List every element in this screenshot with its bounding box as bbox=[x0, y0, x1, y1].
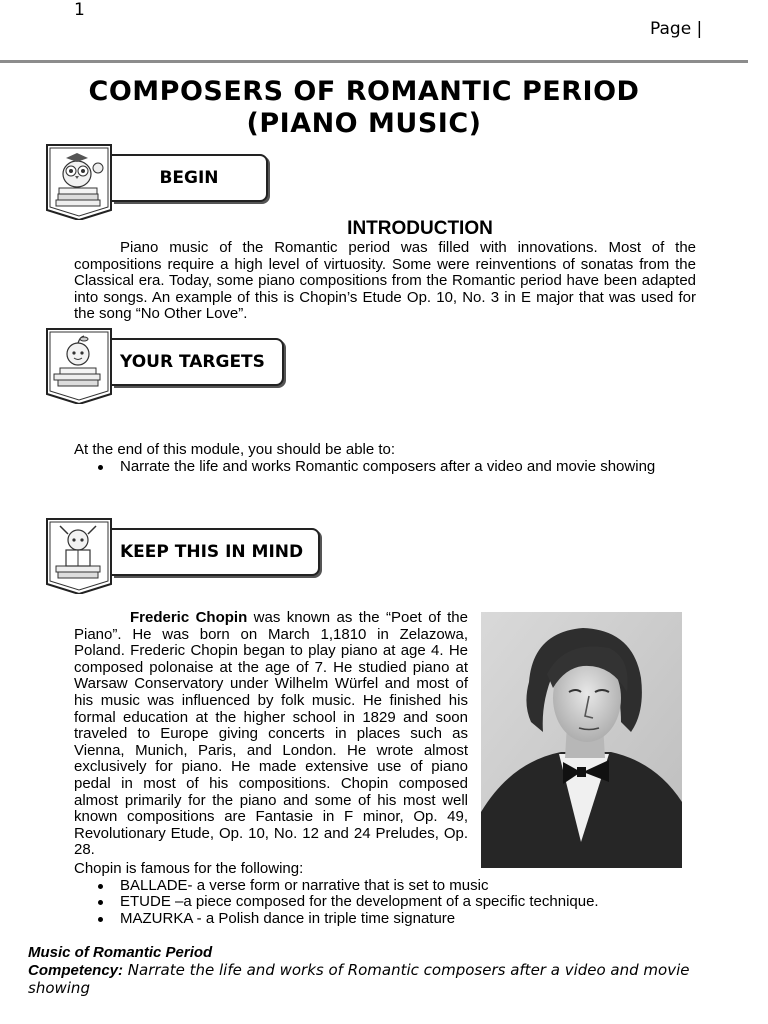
targets-label bbox=[112, 338, 284, 386]
introduction-heading: INTRODUCTION bbox=[347, 218, 493, 239]
reading-child-icon bbox=[46, 518, 112, 594]
targets-text: YOUR TARGETS bbox=[120, 352, 265, 372]
targets-lead: At the end of this module, you should be able to: bbox=[74, 441, 396, 458]
composer-portrait bbox=[481, 612, 682, 868]
title-line-2: (PIANO MUSIC) bbox=[246, 108, 482, 139]
header-divider bbox=[0, 60, 748, 63]
begin-label bbox=[112, 154, 268, 202]
footer-course-title: Music of Romantic Period bbox=[28, 944, 213, 961]
list-item: MAZURKA - a Polish dance in triple time signature bbox=[74, 911, 714, 927]
keep-in-mind-text: KEEP THIS IN MIND bbox=[120, 542, 304, 562]
title-line-1: COMPOSERS OF ROMANTIC PERIOD bbox=[88, 76, 640, 107]
introduction-paragraph: Piano music of the Romantic period was filled with innovations. Most of the compositions require a high level of virtuosity. Some were reinventions of sonatas from the Classical era. Today, some piano compositions from the Romantic period have been adapted into songs. An example of this is Chopin’s Etude Op. 10, No. 3 in E major that was used for the song “No Other Love”. bbox=[74, 239, 696, 323]
begin-text: BEGIN bbox=[159, 168, 219, 188]
chopin-bio bbox=[74, 610, 468, 859]
list-item: ETUDE –a piece composed for the development of a specific technique. bbox=[74, 894, 714, 910]
list-item: Narrate the life and works Romantic composers after a video and movie showing bbox=[74, 459, 669, 475]
famous-list bbox=[74, 878, 714, 927]
chopin-name: Frederic Chopin bbox=[130, 609, 248, 626]
famous-lead: Chopin is famous for the following: bbox=[74, 860, 304, 877]
apple-books-icon bbox=[46, 328, 112, 404]
competency-label: Competency: bbox=[28, 962, 124, 979]
list-item: BALLADE- a verse form or narrative that is set to music bbox=[74, 878, 714, 894]
page-label: Page | bbox=[650, 19, 703, 39]
keep-in-mind-label bbox=[112, 528, 320, 576]
page-number: 1 bbox=[74, 0, 85, 20]
targets-list bbox=[74, 459, 669, 475]
chopin-bio-text: was known as the “Poet of the Piano”. He was born on March 1,1810 in Zelazowa, Poland. Frederic Chopin began to play piano at age 4. He composed polonaise at the age of 7. He studied piano at Warsaw Conservatory under Wilhelm Würfel and most of his music was influenced by folk music. He finished his formal education at the higher school in 1829 and soon traveled to Europe giving concerts in places such as Vienna, Munich, Paris, and London. He wrote almost exclusively for piano. He made extensive use of piano pedal in most of his compositions. Chopin composed almost primarily for the piano and some of his most well known compositions are Fantasie in F minor, Op. 49, Revolutionary Etude, Op. 10, No. 12 and 24 Preludes, Op. 28. bbox=[74, 609, 468, 859]
competency-text: Narrate the life and works of Romantic composers after a video and movie showing bbox=[28, 961, 690, 997]
footer-competency bbox=[28, 962, 718, 996]
document-title bbox=[40, 76, 688, 140]
owl-books-icon bbox=[46, 144, 112, 220]
